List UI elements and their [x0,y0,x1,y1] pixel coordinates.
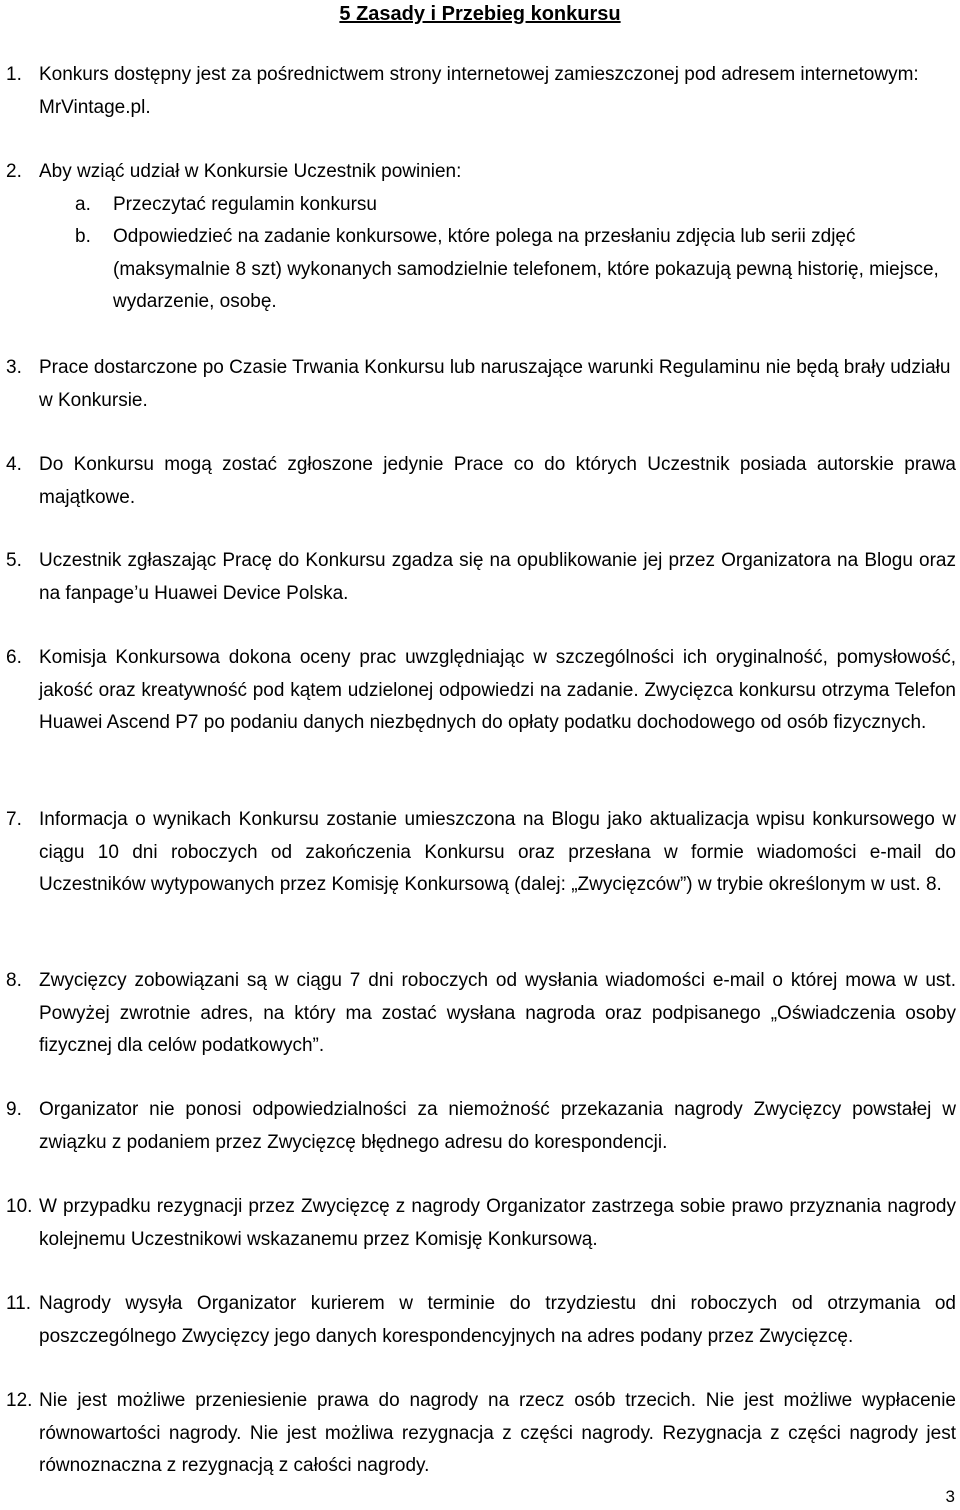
item-number: 9. [6,1099,22,1120]
list-item [0,804,960,902]
list-item [0,156,960,319]
list-item [0,352,960,417]
list-item [0,1191,960,1256]
item-text: Nagrody wysyła Organizator kurierem w terminie do trzydziestu dni roboczych od otrzymania od poszczególnego Zwycięzcy jego danych korespondencyjnych na adres podany przez Zwycięzcę. [39,1293,956,1347]
item-number: 12. [6,1390,33,1411]
page-title [0,0,960,28]
item-number: 10. [6,1196,33,1217]
item-text: Komisja Konkursowa dokona oceny prac uwzględniając w szczególności ich oryginalność, pomysłowość, jakość oraz kreatywność pod kątem udzielonej odpowiedzi na zadanie. Zwycięzca konkursu otrzyma Telefon Huawei Ascend P7 po podaniu danych niezbędnych do opłaty podatku dochodowego od osób fizycznych. [39,647,956,733]
list-item [0,1385,960,1483]
page-number: 3 [945,1487,955,1506]
item-text: W przypadku rezygnacji przez Zwycięzcę z nagrody Organizator zastrzega sobie prawo przyznania nagrody kolejnemu Uczestnikowi wskazanemu przez Komisję Konkursową. [39,1196,956,1250]
sub-list [75,189,954,319]
item-number: 2. [6,161,22,182]
sub-list-item [75,221,954,319]
item-number: 6. [6,647,22,668]
item-number: 1. [6,64,22,85]
item-text: Informacja o wynikach Konkursu zostanie umieszczona na Blogu jako aktualizacja wpisu konkursowego w ciągu 10 dni roboczych od zakończenia Konkursu oraz przesłana w formie wiadomości e-mail do Uczestników wytypowanych przez Komisję Konkursową (dalej: „Zwycięzców”) w trybie określonym w ust. 8. [39,809,956,895]
list-item [0,1288,960,1353]
item-text: Nie jest możliwe przeniesienie prawa do nagrody na rzecz osób trzecich. Nie jest możliwe wypłacenie równowartości nagrody. Nie jest możliwa rezygnacja z części nagrody. Rezygnacja z części nagrody jest równoznaczna z rezygnacją z całości nagrody. [39,1390,956,1476]
item-number: 3. [6,357,22,378]
list-item [0,59,960,124]
list-item [0,965,960,1063]
sub-item-letter: b. [75,226,91,247]
item-text: Zwycięzcy zobowiązani są w ciągu 7 dni roboczych od wysłania wiadomości e-mail o której mowa w ust. Powyżej zwrotnie adres, na który ma zostać wysłana nagroda oraz podpisanego „Oświadczenia osoby fizycznej dla celów podatkowych”. [39,970,956,1056]
item-number: 8. [6,970,22,991]
list-item [0,545,960,610]
list-item [0,449,960,514]
item-text: Konkurs dostępny jest za pośrednictwem strony internetowej zamieszczonej pod adresem internetowym: MrVintage.pl. [39,64,919,118]
item-number: 7. [6,809,22,830]
sub-item-text: Przeczytać regulamin konkursu [113,193,377,215]
item-text: Uczestnik zgłaszając Pracę do Konkursu zgadza się na opublikowanie jej przez Organizatora na Blogu oraz na fanpage’u Huawei Device Polska. [39,550,956,604]
list-item [0,642,960,740]
list-item [0,1094,960,1159]
item-number: 4. [6,454,22,475]
item-number: 5. [6,550,22,571]
item-text: Aby wziąć udział w Konkursie Uczestnik powinien: [39,161,462,182]
item-text: Organizator nie ponosi odpowiedzialności za niemożność przekazania nagrody Zwycięzcy powstałej w związku z podaniem przez Zwycięzcę błędnego adresu do korespondencji. [39,1099,956,1153]
section-heading: 5 Zasady i Przebieg konkursu [339,3,621,25]
sub-item-letter: a. [75,193,91,215]
sub-item-text: Odpowiedzieć na zadanie konkursowe, które polega na przesłaniu zdjęcia lub serii zdjęć (maksymalnie 8 szt) wykonanych samodzielnie telefonem, które pokazują pewną historię, miejsce, wydarzenie, osobę. [113,226,939,312]
sub-list-item [75,189,954,222]
item-text: Prace dostarczone po Czasie Trwania Konkursu lub naruszające warunki Regulaminu nie będą brały udziału w Konkursie. [39,357,951,411]
item-text: Do Konkursu mogą zostać zgłoszone jedynie Prace co do których Uczestnik posiada autorskie prawa majątkowe. [39,454,956,508]
item-number: 11. [6,1293,32,1314]
